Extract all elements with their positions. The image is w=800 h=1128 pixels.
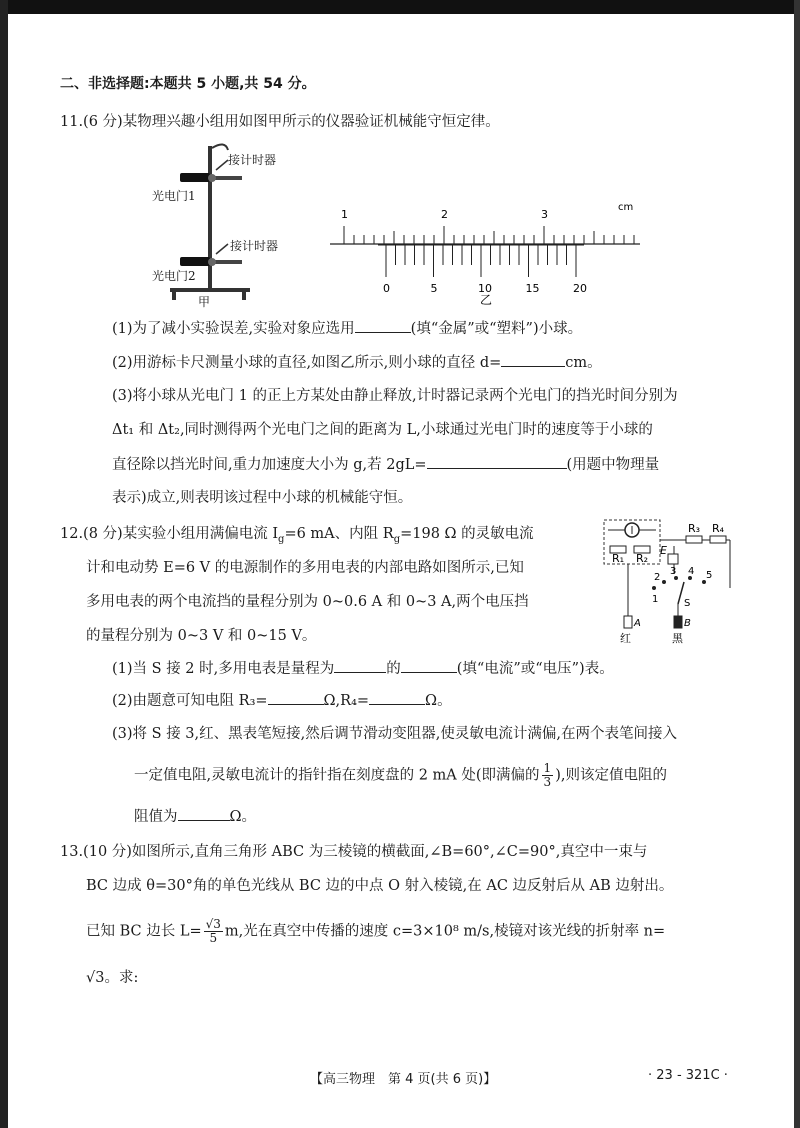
label-r1: R₁: [612, 552, 625, 565]
answer-blank-q12-1b[interactable]: [401, 658, 457, 673]
q11-part3-line1: (3)将小球从光电门 1 的正上方某处由静止释放,计时器记录两个光电门的挡光时间分别为: [112, 388, 678, 404]
q11-part2: (2)用游标卡尺测量小球的直径,如图乙所示,则小球的直径 d= cm。: [112, 352, 602, 373]
q12-part3-line3: 阻值为 Ω。: [134, 806, 256, 827]
q12-line2: 计和电动势 E=6 V 的电源制作的多用电表的内部电路如图所示,已知: [86, 560, 524, 576]
scan-border-left: [0, 0, 8, 1128]
vernier-scale-label: 15: [525, 282, 540, 295]
label-terminal-4: 4: [688, 566, 695, 577]
answer-blank-q11-2[interactable]: [501, 352, 565, 367]
vernier-scale-label: 20: [573, 282, 587, 295]
probe-red: [624, 616, 632, 628]
label-terminal-5: 5: [706, 570, 713, 581]
q12-part3-line1: (3)将 S 接 3,红、黑表笔短接,然后调节滑动变阻器,使灵敏电流计满偏,在两个表笔间接入: [112, 726, 677, 742]
terminal-1: [652, 586, 656, 590]
caption-jia: 甲: [198, 295, 211, 309]
label-a: A: [634, 618, 641, 629]
label-b: B: [684, 618, 691, 629]
scan-border-right: [794, 0, 800, 1128]
q12-line1: 12.(8 分)某实验小组用满偏电流 $I_g=6$ mA、内阻 $R_g=198$ Ω 的灵敏电流: [60, 526, 534, 545]
terminal-2: [662, 580, 666, 584]
label-terminal-2: 2: [654, 572, 661, 583]
label-r3: R₃: [688, 522, 701, 535]
stand-rod: [208, 146, 212, 292]
answer-blank-q11-3[interactable]: [427, 454, 567, 469]
label-r2: R₂: [636, 552, 649, 565]
figure-multimeter-circuit: [598, 516, 748, 656]
answer-blank-q11-1[interactable]: [355, 318, 411, 333]
q11-part3-line3: 直径除以挡光时间,重力加速度大小为 g,若 2gL= (用题中物理量: [112, 454, 659, 475]
scan-border-top: [0, 0, 800, 14]
main-scale-label: 1: [341, 208, 348, 221]
q13-line3: 已知 BC 边长 L= $\frac{√3}{5}$ m,光在真空中传播的速度 c=3×10⁸ m/s,棱镜对该光线的折射率 n=: [86, 917, 666, 945]
q12-part3-line2: 一定值电阻,灵敏电流计的指针指在刻度盘的 2 mA 处(即满偏的 $\frac{1}{3}$ ),则该定值电阻的: [134, 761, 667, 789]
q11-part3-line4: 表示)成立,则表明该过程中小球的机械能守恒。: [112, 490, 413, 506]
fraction-sqrt3-over-5: $\frac{√3}{5}$: [205, 917, 221, 945]
q13-line1: 13.(10 分)如图所示,直角三角形 ABC 为三棱镜的横截面,∠B=60°,∠C=90°,真空中一束与: [60, 844, 648, 860]
resistor-r3: [686, 536, 702, 543]
q12-line4: 的量程分别为 0~3 V 和 0~15 V。: [86, 628, 317, 644]
clamp-knob-2: [208, 258, 216, 266]
answer-blank-q12-3[interactable]: [178, 806, 230, 821]
q11-stem: 11.(6 分)某物理兴趣小组用如图甲所示的仪器验证机械能守恒定律。: [60, 114, 500, 130]
vernier-scale-label: 0: [383, 282, 390, 295]
q11-part3-line2: Δt₁ 和 Δt₂,同时测得两个光电门之间的距离为 L,小球通过光电门时的速度等于小球的: [112, 422, 653, 438]
q12-part1: (1)当 S 接 2 时,多用电表是量程为 的 (填“电流”或“电压”)表。: [112, 658, 614, 679]
q12-part2: (2)由题意可知电阻 R₃= Ω,R₄= Ω。: [112, 690, 452, 711]
q13-line4: √3。求:: [86, 970, 139, 986]
label-terminal-1: 1: [652, 594, 659, 605]
footer-page-info: 【高三物理 第 4 页(共 6 页)】: [310, 1072, 497, 1087]
q13-line2: BC 边成 θ=30°角的单色光线从 BC 边的中点 O 射入棱镜,在 AC 边反射后从 AB 边射出。: [86, 878, 674, 894]
section-title: 二、非选择题:本题共 5 小题,共 54 分。: [60, 76, 316, 92]
probe-black: [674, 616, 682, 628]
figure-yi-vernier: [330, 200, 650, 310]
main-scale-label: 2: [441, 208, 448, 221]
photogate-2: [180, 257, 210, 266]
label-switch-s: S: [684, 598, 691, 609]
label-photogate-1: 光电门1: [152, 189, 196, 203]
q11-part1: (1)为了减小实验误差,实验对象应选用 (填“金属”或“塑料”)小球。: [112, 318, 582, 339]
label-black: 黑: [672, 632, 683, 645]
label-photogate-2: 光电门2: [152, 269, 196, 283]
answer-blank-q12-2b[interactable]: [369, 690, 425, 705]
cable-1: [216, 160, 228, 170]
answer-blank-q12-1a[interactable]: [334, 658, 386, 673]
photogate-1: [180, 173, 210, 182]
label-terminal-3: 3: [670, 566, 677, 577]
vernier-scale-label: 5: [430, 282, 438, 295]
label-timer-1: 接计时器: [228, 153, 277, 167]
label-e: E: [660, 544, 667, 557]
caption-yi: 乙: [480, 293, 493, 307]
fraction-one-third: $\frac{1}{3}$: [543, 761, 552, 789]
cable-2: [216, 244, 228, 254]
vernier-scale-label: 10: [478, 282, 492, 295]
label-red: 红: [620, 632, 631, 645]
label-r4: R₄: [712, 522, 725, 535]
stand-foot-right: [242, 290, 246, 300]
clamp-knob-1: [208, 174, 216, 182]
main-scale-label: 3: [541, 208, 548, 221]
label-timer-2: 接计时器: [230, 239, 279, 253]
rheostat-symbol: [668, 554, 678, 564]
footer-code: · 23 - 321C ·: [648, 1068, 728, 1083]
q12-line3: 多用电表的两个电流挡的量程分别为 0~0.6 A 和 0~3 A,两个电压挡: [86, 594, 529, 610]
answer-blank-q12-2a[interactable]: [268, 690, 324, 705]
resistor-r4: [710, 536, 726, 543]
stand-foot-left: [172, 290, 176, 300]
rod-top-hook: [212, 144, 228, 150]
main-scale-unit: cm: [618, 202, 634, 213]
